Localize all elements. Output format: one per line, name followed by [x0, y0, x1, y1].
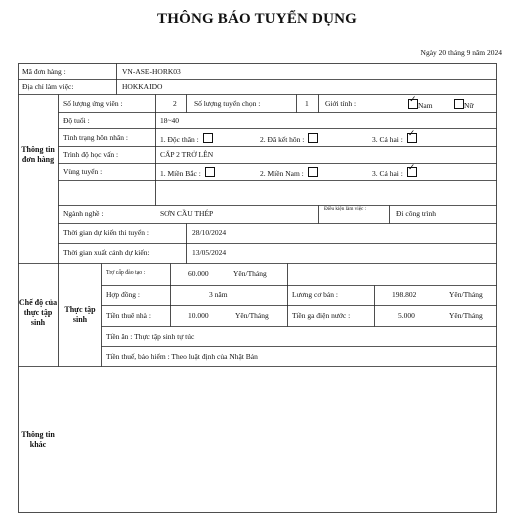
page-title: THÔNG BÁO TUYỂN DỤNG — [157, 11, 357, 27]
job-value: SƠN CẦU THÉP — [160, 209, 214, 218]
marital-option-married[interactable] — [260, 133, 318, 144]
section-other: Thông tin khác — [21, 430, 55, 449]
gender-male-label: Nam — [418, 101, 433, 110]
job-label: Ngành nghề : — [63, 209, 104, 218]
gender-label: Giới tính : — [325, 99, 357, 108]
base-salary-value: 198.802 — [392, 290, 417, 299]
checkbox-icon[interactable] — [203, 133, 213, 143]
gender-female-label: Nữ — [464, 101, 474, 110]
utilities-label: Tiền ga điện nước : — [292, 311, 351, 320]
work-address-label: Địa chỉ làm việc: — [22, 82, 74, 91]
departure-date-value: 13/05/2024 — [192, 248, 227, 257]
work-address-value: HOKKAIDO — [122, 82, 163, 91]
training-allowance-value: 60.000 — [188, 269, 209, 278]
contract-label: Hợp đồng : — [106, 290, 140, 299]
exam-date-value: 28/10/2024 — [192, 228, 227, 237]
rent-value: 10.000 — [188, 311, 209, 320]
applicants-value: 2 — [173, 99, 177, 108]
region-both-label: 3. Cả hai : — [372, 169, 403, 178]
selected-value: 1 — [305, 99, 309, 108]
issue-date: Ngày 20 tháng 9 năm 2024 — [420, 48, 502, 57]
work-conditions-value: Đi công trình — [396, 209, 436, 218]
contract-value: 3 năm — [209, 290, 228, 299]
work-conditions-label: Điều kiện làm việc : — [324, 206, 367, 212]
region-north-label: 1. Miền Bắc : — [160, 169, 201, 178]
region-option-south[interactable] — [260, 167, 318, 178]
marital-label: Tình trạng hôn nhân : — [63, 133, 128, 142]
base-salary-label: Lương cơ bản : — [292, 290, 338, 299]
departure-date-label: Thời gian xuất cảnh dự kiến: — [63, 248, 150, 257]
exam-date-label: Thời gian dự kiến thi tuyển : — [63, 228, 149, 237]
section-trainee: Thực tập sinh — [64, 305, 96, 324]
checkbox-checked-icon[interactable] — [407, 167, 417, 177]
age-value: 18~40 — [160, 116, 180, 125]
region-label: Vùng tuyển : — [63, 167, 103, 176]
checkbox-icon[interactable] — [308, 133, 318, 143]
rent-label: Tiền thuê nhà : — [106, 311, 151, 320]
age-label: Độ tuổi : — [63, 116, 90, 125]
utilities-value: 5.000 — [398, 311, 415, 320]
checkbox-icon[interactable] — [308, 167, 318, 177]
checkbox-checked-icon[interactable] — [407, 133, 417, 143]
region-option-both[interactable] — [372, 167, 417, 178]
marital-single-label: 1. Độc thân : — [160, 135, 199, 144]
order-code-value: VN-ASE-HORK03 — [122, 67, 181, 76]
checkbox-checked-icon[interactable] — [408, 99, 418, 109]
education-label: Trình độ học vấn : — [63, 150, 119, 159]
marital-option-single[interactable] — [160, 133, 213, 144]
selected-label: Số lượng tuyển chọn : — [194, 99, 261, 108]
utilities-unit: Yên/Tháng — [449, 311, 483, 320]
region-option-north[interactable] — [160, 167, 215, 178]
education-value: CẤP 2 TRỞ LÊN — [160, 150, 214, 159]
marital-both-label: 3. Cả hai : — [372, 135, 403, 144]
marital-option-both[interactable] — [372, 133, 417, 144]
section-regime: Chế độ của thực tập sinh — [18, 298, 58, 327]
checkbox-icon[interactable] — [205, 167, 215, 177]
section-order-info: Thông tin đơn hàng — [21, 145, 55, 164]
gender-female-option[interactable] — [452, 99, 473, 110]
applicants-label: Số lượng ứng viên : — [63, 99, 123, 108]
meals-info: Tiền ăn : Thực tập sinh tự túc — [106, 332, 195, 341]
checkbox-icon[interactable] — [454, 99, 464, 109]
training-allowance-unit: Yên/Tháng — [233, 269, 267, 278]
gender-male-option[interactable] — [406, 99, 433, 110]
base-salary-unit: Yên/Tháng — [449, 290, 483, 299]
order-code-label: Mã đơn hàng : — [22, 67, 66, 76]
tax-insurance-info: Tiền thuế, bảo hiểm : Theo luật định của Nhật Bản — [106, 352, 258, 361]
region-south-label: 2. Miền Nam : — [260, 169, 304, 178]
training-allowance-label: Trợ cấp đào tạo : — [106, 270, 146, 276]
rent-unit: Yên/Tháng — [235, 311, 269, 320]
marital-married-label: 2. Đã kết hôn : — [260, 135, 305, 144]
